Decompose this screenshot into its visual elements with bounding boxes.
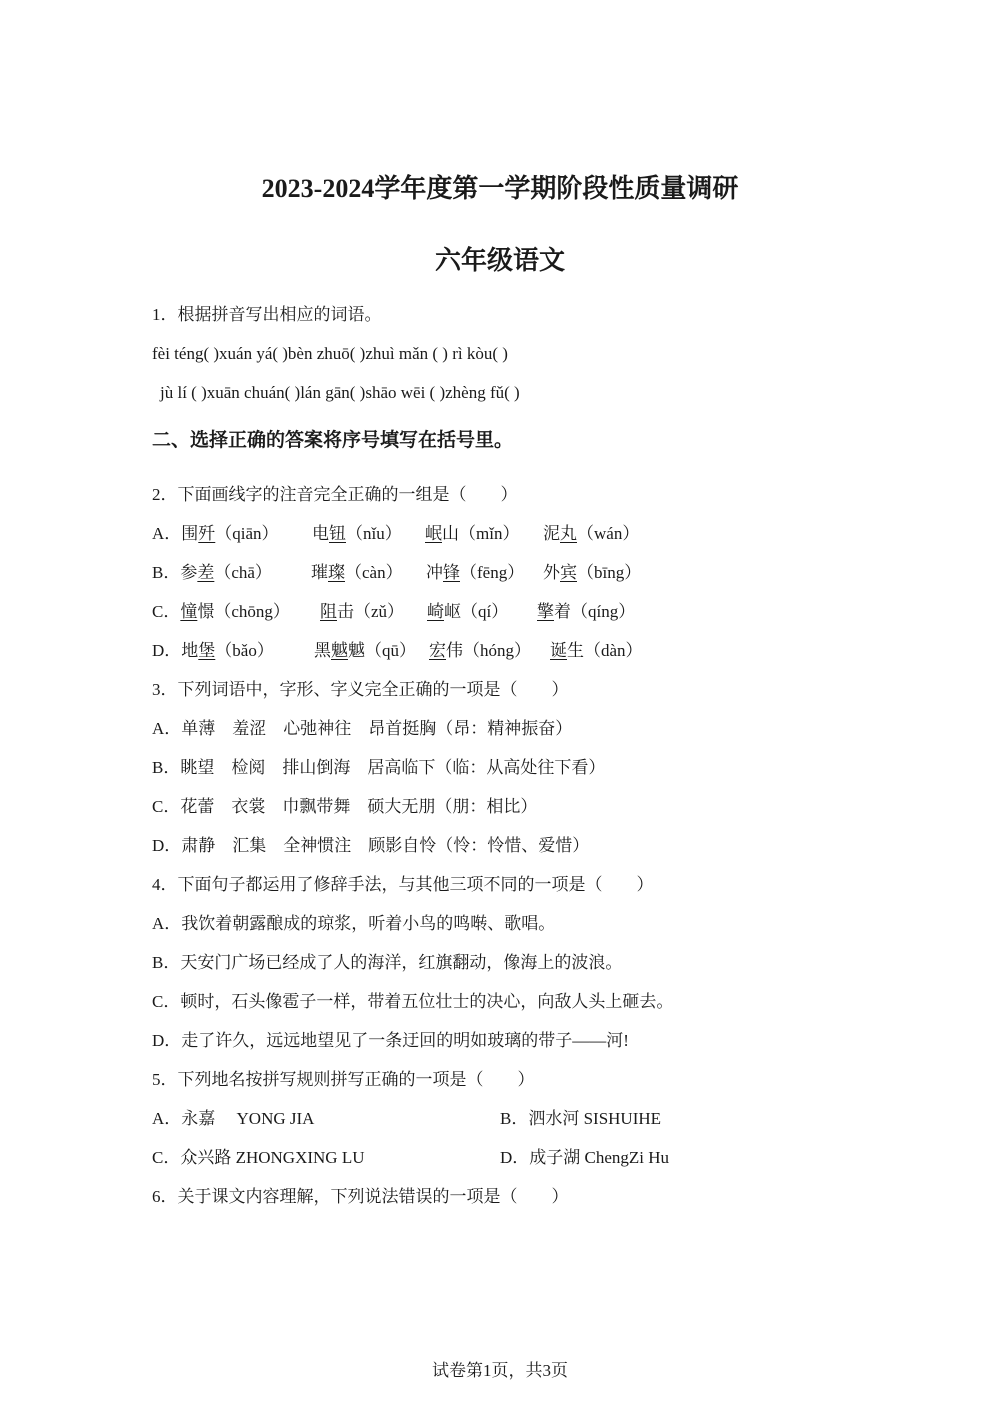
q2-a-item-3: 岷山（mǐn） [425, 524, 520, 543]
page-subtitle: 六年级语文 [434, 246, 565, 275]
q3-option-b: B．眺望 检阅 排山倒海 居高临下（临：从高处往下看） [152, 758, 606, 777]
q2-a-item-4: 泥丸（wán） [543, 524, 640, 543]
q2-c-item-1: C．憧憬（chōng） [152, 602, 290, 621]
q2-c-item-3: 崎岖（qí） [427, 602, 509, 621]
q5-option-a: A．永嘉 YONG JIA [152, 1109, 315, 1128]
q2-option-b [152, 562, 641, 584]
q3-option-a: A．单薄 羞涩 心弛神往 昂首挺胸（昂：精神振奋） [152, 719, 573, 738]
section-2-heading: 二、选择正确的答案将序号填写在括号里。 [152, 430, 514, 451]
q2-stem: 2．下面画线字的注音完全正确的一组是（ ） [152, 485, 518, 504]
q3-option-d: D．肃静 汇集 全神惯注 顾影自怜（怜：怜惜、爱惜） [152, 836, 590, 855]
q5-option-c: C．众兴路 ZHONGXING LU [152, 1148, 365, 1167]
q1-stem: 1．根据拼音写出相应的词语。 [152, 305, 382, 324]
q4-option-b: B．天安门广场已经成了人的海洋，红旗翻动，像海上的波浪。 [152, 953, 623, 972]
q2-c-item-2: 阻击（zǔ） [320, 602, 405, 621]
q6-stem: 6．关于课文内容理解，下列说法错误的一项是（ ） [152, 1187, 569, 1206]
q3-option-c: C．花蕾 衣裳 巾飘带舞 硕大无朋（朋：相比） [152, 797, 538, 816]
q2-d-item-1: D．地堡（bǎo） [152, 641, 274, 660]
q5-stem: 5．下列地名按拼写规则拼写正确的一项是（ ） [152, 1070, 535, 1089]
page-title: 2023-2024学年度第一学期阶段性质量调研 [261, 174, 739, 203]
q1-pinyin-row-1: fèi téng( )xuán yá( )bèn zhuō( )zhuì mǎn ( ) rì kòu( ) [152, 344, 508, 363]
q2-d-item-2: 黑魆魆（qū） [314, 641, 416, 660]
q1-pinyin-row-2: jù lí ( )xuān chuán( )lán gān( )shāo wēi ( )zhèng fǔ( ) [160, 383, 520, 402]
q2-b-item-2: 璀璨（càn） [311, 563, 403, 582]
q4-option-d: D．走了许久，远远地望见了一条迂回的明如玻璃的带子——河! [152, 1031, 629, 1050]
q2-b-item-3: 冲锋（fēng） [426, 563, 525, 582]
q5-option-d: D．成子湖 ChengZi Hu [500, 1148, 670, 1167]
q4-option-c: C．顿时，石头像雹子一样，带着五位壮士的决心，向敌人头上砸去。 [152, 992, 674, 1011]
q2-c-item-4: 擎着（qíng） [537, 602, 636, 621]
page-footer: 试卷第1页，共3页 [432, 1361, 568, 1380]
q2-a-item-1: A．围歼（qiān） [152, 524, 279, 543]
q4-stem: 4．下面句子都运用了修辞手法，与其他三项不同的一项是（ ） [152, 875, 654, 894]
q4-option-a: A．我饮着朝露酿成的琼浆，听着小鸟的鸣啭、歌唱。 [152, 914, 556, 933]
q2-d-item-3: 宏伟（hóng） [429, 641, 531, 660]
q2-d-item-4: 诞生（dàn） [550, 641, 643, 660]
q2-a-item-2: 电钮（nǐu） [312, 524, 402, 543]
q2-option-a [152, 523, 639, 545]
q3-stem: 3．下列词语中，字形、字义完全正确的一项是（ ） [152, 680, 569, 699]
q2-option-c [152, 601, 635, 623]
q2-option-d [152, 640, 643, 662]
q2-b-item-1: B．参差（chā） [152, 563, 272, 582]
q2-b-item-4: 外宾（bīng） [543, 563, 642, 582]
q5-option-b: B．泗水河 SISHUIHE [500, 1109, 662, 1128]
